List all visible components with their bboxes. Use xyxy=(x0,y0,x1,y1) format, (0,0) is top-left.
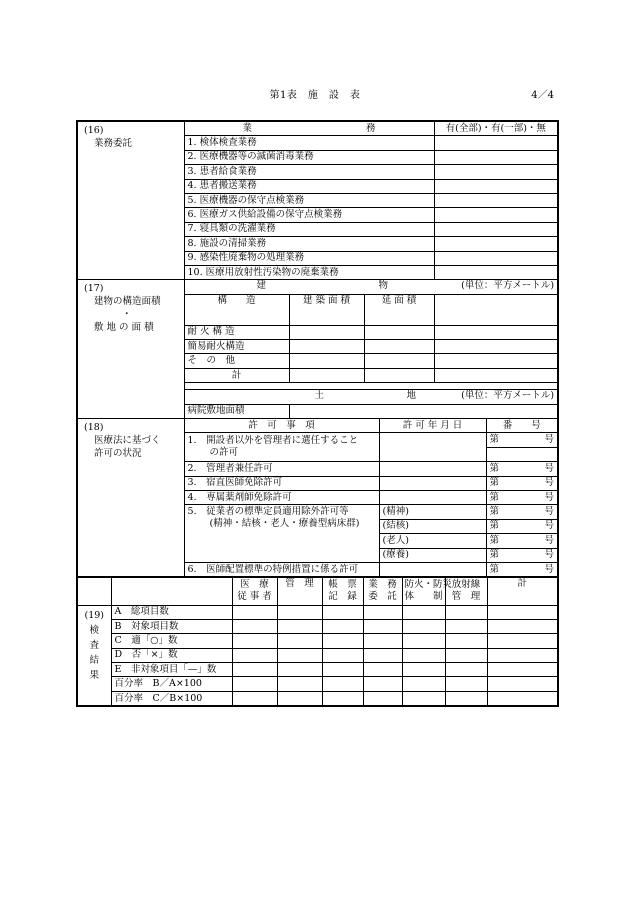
result-row-label: C 適「○」数 xyxy=(111,634,232,648)
col-total: 計 xyxy=(487,577,558,605)
permit-item-4: 4. 専属薬剤師免除許可 xyxy=(184,490,379,504)
list-item: 2. 医療機器等の滅菌消毒業務 xyxy=(184,150,434,164)
permit-number[interactable]: 第 号 xyxy=(486,534,558,548)
structure-row: そ の 他 xyxy=(184,354,289,368)
permit-number[interactable]: 第 号 xyxy=(486,562,558,577)
structure-row: 耐 火 構 造 xyxy=(184,325,289,339)
facility-table xyxy=(76,120,559,578)
status-cell[interactable] xyxy=(434,251,558,265)
land-area-header: 土 地 (単位：平方メートル) xyxy=(184,390,558,404)
permit-sub: (療養) xyxy=(379,548,486,562)
permit-item-3: 3. 宿直医師免除許可 xyxy=(184,476,379,490)
col-outsourcing: 業 務 委 託 xyxy=(363,577,402,605)
status-cell[interactable] xyxy=(434,150,558,164)
structure-row: 簡易耐火構造 xyxy=(184,340,289,354)
list-item: 6. 医療ガス供給設備の保守点検業務 xyxy=(184,208,434,222)
structure-total: 計 xyxy=(184,368,289,382)
col-building-area: 建 築 面 積 xyxy=(289,294,364,325)
list-item: 3. 患者給食業務 xyxy=(184,165,434,179)
list-item: 1. 検体検査業務 xyxy=(184,136,434,150)
permit-item-5: 5. 従業者の標準定員適用除外許可等 (精神・結核・老人・療養型病床群) xyxy=(184,505,379,563)
sec16-col-business: 業 務 xyxy=(184,121,434,136)
permit-item-1: 1. 開設者以外を管理者に選任すること の許可 xyxy=(184,433,379,462)
page-title: 第1表 施 設 表 xyxy=(269,90,361,101)
col-radiation: 放射線 管 理 xyxy=(445,577,487,605)
result-row-label: 百分率 C／B×100 xyxy=(111,691,232,706)
permit-sub: (老人) xyxy=(379,534,486,548)
col-records: 帳 票 記 録 xyxy=(322,577,363,605)
list-item: 4. 患者搬送業務 xyxy=(184,179,434,193)
status-cell[interactable] xyxy=(434,208,558,222)
col-permit-date: 許 可 年 月 日 xyxy=(379,419,486,433)
status-cell[interactable] xyxy=(434,265,558,279)
section-16-label: (16) 業務委託 xyxy=(77,121,184,280)
building-area-header: 建 物 (単位：平方メートル) xyxy=(184,280,558,294)
col-medical-staff: 医 療 従 事 者 xyxy=(232,577,277,605)
status-cell[interactable] xyxy=(434,193,558,207)
permit-number[interactable]: 第 号 xyxy=(486,505,558,519)
list-item: 10. 医療用放射性汚染物の廃棄業務 xyxy=(184,265,434,279)
sec16-col-status: 有(全部)・有(一部)・無 xyxy=(434,121,558,136)
col-fire-safety: 防火・防災 体 制 xyxy=(402,577,445,605)
status-cell[interactable] xyxy=(434,237,558,251)
section-17-label: (17) 建物の構造面積 ・ 敷 地 の 面 積 xyxy=(77,280,184,419)
col-permit-item: 許 可 事 項 xyxy=(184,419,379,433)
page-number: 4／4 xyxy=(531,90,554,101)
permit-number[interactable]: 第 号 xyxy=(486,490,558,504)
inspection-results-table xyxy=(76,576,559,707)
list-item: 8. 施設の清掃業務 xyxy=(184,237,434,251)
permit-number[interactable]: 第 号 xyxy=(486,519,558,533)
col-structure: 構 造 xyxy=(184,294,289,325)
result-row-label: 百分率 B／A×100 xyxy=(111,677,232,691)
status-cell[interactable] xyxy=(434,179,558,193)
status-cell[interactable] xyxy=(434,222,558,236)
col-floor-area: 延 面 積 xyxy=(364,294,434,325)
result-row-label: B 対象項目数 xyxy=(111,619,232,633)
result-row-label: E 非対象項目「—」数 xyxy=(111,663,232,677)
result-row-label: A 総項目数 xyxy=(111,605,232,619)
list-item: 9. 感染性廃棄物の処理業務 xyxy=(184,251,434,265)
result-row-label: D 否「×」数 xyxy=(111,648,232,662)
col-permit-number: 番 号 xyxy=(486,419,558,433)
status-cell[interactable] xyxy=(434,136,558,150)
permit-number[interactable]: 第 号 xyxy=(486,433,558,447)
status-cell[interactable] xyxy=(434,165,558,179)
list-item: 7. 寝具類の洗濯業務 xyxy=(184,222,434,236)
section-18-label: (18) 医療法に基づく 許可の状況 xyxy=(77,419,184,578)
permit-sub: (精神) xyxy=(379,505,486,519)
section-19-label: (19) 検 査 結 果 xyxy=(77,605,111,706)
permit-sub: (結核) xyxy=(379,519,486,533)
permit-number[interactable]: 第 号 xyxy=(486,476,558,490)
col-management: 管 理 xyxy=(277,577,322,605)
hospital-land-row: 病院敷地面積 xyxy=(184,404,289,418)
permit-number[interactable]: 第 号 xyxy=(486,548,558,562)
permit-item-6: 6. 医師配置標準の特例措置に係る許可 xyxy=(184,562,379,577)
permit-item-2: 2. 管理者兼任許可 xyxy=(184,462,379,476)
permit-number[interactable]: 第 号 xyxy=(486,462,558,476)
list-item: 5. 医療機器の保守点検業務 xyxy=(184,193,434,207)
